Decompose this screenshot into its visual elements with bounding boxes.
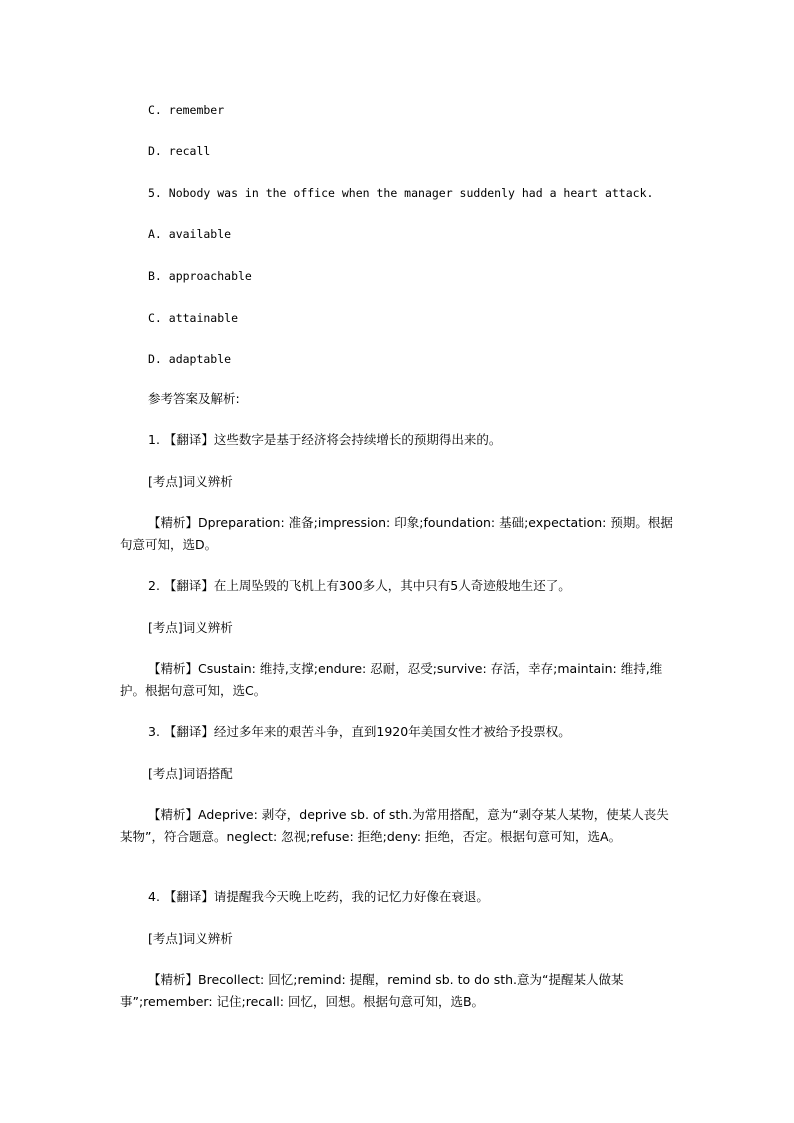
- answer-3-jingxi: [120, 804, 680, 848]
- option-d-q5: D. adaptable: [148, 352, 232, 366]
- answer-2-kaodian: [考点]词义辨析: [148, 620, 233, 635]
- answer-4-translation: 4. 【翻译】请提醒我今天晚上吃药，我的记忆力好像在衰退。: [148, 889, 489, 904]
- answer-4-jingxi-text: 【精析】Brecollect: 回忆;remind: 提醒，remind sb. to do sth.意为“提醒某人做某事”;remember: 记住;recall: 回忆，回想。根据句意可知，选B。: [120, 972, 624, 1009]
- answers-heading: 参考答案及解析:: [148, 391, 240, 406]
- option-c-q4: C. remember: [148, 103, 225, 117]
- answer-1-kaodian: [考点]词义辨析: [148, 474, 233, 489]
- option-c-q5: C. attainable: [148, 311, 239, 325]
- answer-4-kaodian: [考点]词义辨析: [148, 931, 233, 946]
- question-5-stem: 5. Nobody was in the office when the manager suddenly had a heart attack.: [148, 186, 654, 200]
- answer-2-jingxi-text: 【精析】Csustain: 维持,支撑;endure: 忍耐，忍受;survive: 存活，幸存;maintain: 维持,维护。根据句意可知，选C。: [120, 661, 663, 698]
- answer-4-jingxi: [120, 969, 680, 1013]
- option-d-q4: D. recall: [148, 144, 211, 158]
- option-b-q5: B. approachable: [148, 269, 252, 283]
- answer-2-translation: 2. 【翻译】在上周坠毁的飞机上有300多人，其中只有5人奇迹般地生还了。: [148, 578, 571, 593]
- answer-1-jingxi: [120, 512, 680, 556]
- answer-3-kaodian: [考点]词语搭配: [148, 766, 233, 781]
- answer-3-jingxi-text: 【精析】Adeprive: 剥夺，deprive sb. of sth.为常用搭配，意为“剥夺某人某物，使某人丧失某物”，符合题意。neglect: 忽视;refuse: 拒绝;deny: 拒绝，否定。根据句意可知，选A。: [120, 807, 669, 844]
- option-a-q5: A. available: [148, 227, 232, 241]
- answer-1-jingxi-text: 【精析】Dpreparation: 准备;impression: 印象;foundation: 基础;expectation: 预期。根据句意可知，选D。: [120, 515, 673, 552]
- answer-3-translation: 3. 【翻译】经过多年来的艰苦斗争，直到1920年美国女性才被给予投票权。: [148, 724, 571, 739]
- answer-1-translation: 1. 【翻译】这些数字是基于经济将会持续增长的预期得出来的。: [148, 432, 502, 447]
- answer-2-jingxi: [120, 658, 680, 702]
